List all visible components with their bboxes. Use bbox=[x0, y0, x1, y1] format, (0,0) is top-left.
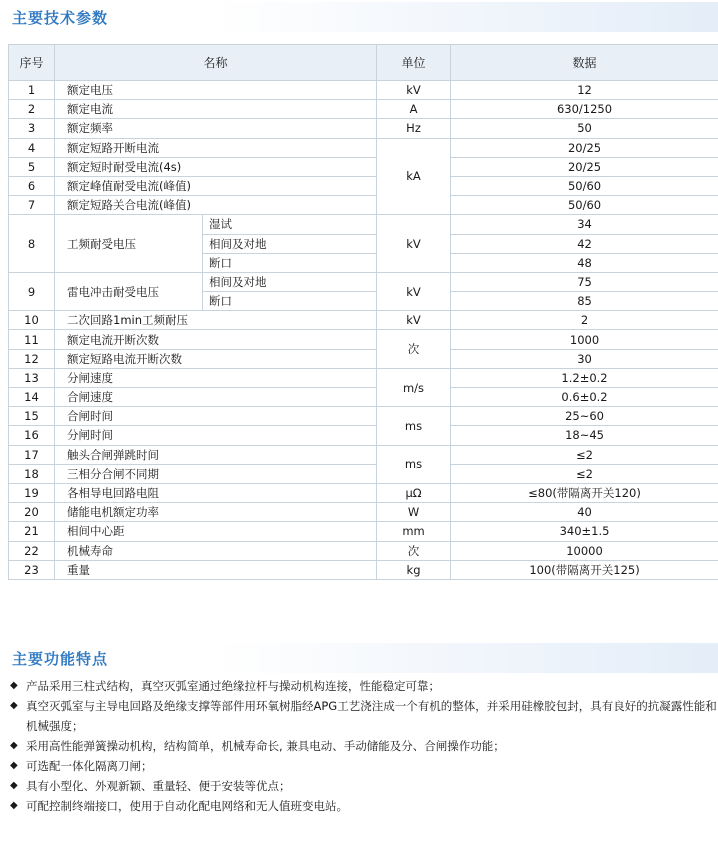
cell-no: 9 bbox=[9, 272, 55, 310]
table-row bbox=[9, 119, 718, 138]
cell-unit: kV bbox=[377, 311, 451, 330]
table-row bbox=[9, 426, 718, 445]
cell-unit: 次 bbox=[377, 330, 451, 368]
cell-no: 7 bbox=[9, 196, 55, 215]
table-row bbox=[9, 522, 718, 541]
cell-name: 重量 bbox=[55, 560, 377, 579]
table-row bbox=[9, 157, 718, 176]
cell-name: 额定短路电流开断次数 bbox=[55, 349, 377, 368]
cell-value: 50 bbox=[451, 119, 718, 138]
cell-value: 20/25 bbox=[451, 138, 718, 157]
cell-value: 30 bbox=[451, 349, 718, 368]
cell-value: 50/60 bbox=[451, 196, 718, 215]
cell-unit: kV bbox=[377, 215, 451, 273]
cell-value: 0.6±0.2 bbox=[451, 388, 718, 407]
cell-no: 20 bbox=[9, 503, 55, 522]
cell-unit: Hz bbox=[377, 119, 451, 138]
cell-no: 23 bbox=[9, 560, 55, 579]
cell-name: 二次回路1min工频耐压 bbox=[55, 311, 377, 330]
cell-unit: μΩ bbox=[377, 483, 451, 502]
table-row bbox=[9, 560, 718, 579]
diamond-bullet-icon: ◆ bbox=[10, 780, 18, 791]
cell-name: 额定电流开断次数 bbox=[55, 330, 377, 349]
cell-no: 22 bbox=[9, 541, 55, 560]
cell-name: 合闸时间 bbox=[55, 407, 377, 426]
table-row bbox=[9, 100, 718, 119]
cell-value: 42 bbox=[451, 234, 718, 253]
header-unit: 单位 bbox=[377, 45, 451, 81]
cell-value: 12 bbox=[451, 81, 718, 100]
diamond-bullet-icon: ◆ bbox=[10, 680, 18, 691]
cell-name: 分闸时间 bbox=[55, 426, 377, 445]
diamond-bullet-icon: ◆ bbox=[10, 740, 18, 751]
table-row bbox=[9, 272, 718, 291]
cell-value: 10000 bbox=[451, 541, 718, 560]
table-row bbox=[9, 483, 718, 502]
cell-unit: kV bbox=[377, 272, 451, 310]
cell-value: 1000 bbox=[451, 330, 718, 349]
cell-no: 11 bbox=[9, 330, 55, 349]
cell-name: 储能电机额定功率 bbox=[55, 503, 377, 522]
section-title-features: 主要功能特点 bbox=[12, 650, 109, 668]
cell-no: 6 bbox=[9, 176, 55, 195]
list-item bbox=[10, 756, 718, 776]
diamond-bullet-icon: ◆ bbox=[10, 700, 18, 711]
cell-no: 21 bbox=[9, 522, 55, 541]
cell-value: 630/1250 bbox=[451, 100, 718, 119]
cell-value: ≤2 bbox=[451, 445, 718, 464]
list-item bbox=[10, 676, 718, 696]
cell-unit: ms bbox=[377, 445, 451, 483]
cell-no: 10 bbox=[9, 311, 55, 330]
cell-no: 5 bbox=[9, 157, 55, 176]
cell-name: 额定短时耐受电流(4s) bbox=[55, 157, 377, 176]
cell-unit: kg bbox=[377, 560, 451, 579]
table-row bbox=[9, 407, 718, 426]
cell-no: 12 bbox=[9, 349, 55, 368]
table-row bbox=[9, 445, 718, 464]
cell-unit: ms bbox=[377, 407, 451, 445]
cell-unit: kV bbox=[377, 81, 451, 100]
cell-name: 相间中心距 bbox=[55, 522, 377, 541]
cell-name: 各相导电回路电阻 bbox=[55, 483, 377, 502]
feature-text: 具有小型化、外观新颖、重量轻、便于安装等优点； bbox=[26, 779, 291, 793]
section-header-features bbox=[0, 643, 718, 673]
feature-text: 真空灭弧室与主导电回路及绝缘支撑等部件用环氧树脂经APG工艺浇注成一个有机的整体，并采用硅橡胶包封，具有良好的抗凝露性能和机械强度； bbox=[26, 699, 717, 733]
list-item bbox=[10, 696, 718, 736]
list-item bbox=[10, 736, 718, 756]
table-row bbox=[9, 215, 718, 234]
cell-no: 15 bbox=[9, 407, 55, 426]
table-row bbox=[9, 349, 718, 368]
diamond-bullet-icon: ◆ bbox=[10, 760, 18, 771]
cell-no: 13 bbox=[9, 368, 55, 387]
cell-name: 额定短路开断电流 bbox=[55, 138, 377, 157]
cell-name: 机械寿命 bbox=[55, 541, 377, 560]
cell-value: 100(带隔离开关125) bbox=[451, 560, 718, 579]
cell-unit: 次 bbox=[377, 541, 451, 560]
cell-no: 18 bbox=[9, 464, 55, 483]
cell-name: 分闸速度 bbox=[55, 368, 377, 387]
section-header-specs bbox=[0, 2, 718, 32]
cell-no: 3 bbox=[9, 119, 55, 138]
cell-name: 触头合闸弹跳时间 bbox=[55, 445, 377, 464]
cell-value: 340±1.5 bbox=[451, 522, 718, 541]
cell-value: 85 bbox=[451, 292, 718, 311]
cell-no: 1 bbox=[9, 81, 55, 100]
cell-value: ≤80(带隔离开关120) bbox=[451, 483, 718, 502]
cell-name: 三相分合闸不同期 bbox=[55, 464, 377, 483]
cell-name: 额定电流 bbox=[55, 100, 377, 119]
cell-name: 额定频率 bbox=[55, 119, 377, 138]
list-item bbox=[10, 796, 718, 816]
cell-no: 2 bbox=[9, 100, 55, 119]
table-header-row bbox=[9, 45, 718, 81]
cell-no: 8 bbox=[9, 215, 55, 273]
cell-name: 额定电压 bbox=[55, 81, 377, 100]
cell-subname: 相间及对地 bbox=[203, 234, 377, 253]
cell-name: 合闸速度 bbox=[55, 388, 377, 407]
feature-text: 可选配一体化隔离刀闸； bbox=[26, 759, 153, 773]
cell-unit: mm bbox=[377, 522, 451, 541]
table-row bbox=[9, 464, 718, 483]
cell-value: 18~45 bbox=[451, 426, 718, 445]
table-row bbox=[9, 196, 718, 215]
table-row bbox=[9, 368, 718, 387]
table-row bbox=[9, 311, 718, 330]
cell-value: ≤2 bbox=[451, 464, 718, 483]
cell-no: 19 bbox=[9, 483, 55, 502]
cell-value: 40 bbox=[451, 503, 718, 522]
feature-text: 采用高性能弹簧操动机构，结构简单，机械寿命长, 兼具电动、手动储能及分、合闸操作功能； bbox=[26, 739, 505, 753]
cell-value: 1.2±0.2 bbox=[451, 368, 718, 387]
cell-no: 17 bbox=[9, 445, 55, 464]
list-item bbox=[10, 776, 718, 796]
table-row bbox=[9, 138, 718, 157]
table-row bbox=[9, 541, 718, 560]
cell-name: 工频耐受电压 bbox=[55, 215, 203, 273]
cell-subname: 断口 bbox=[203, 253, 377, 272]
table-row bbox=[9, 503, 718, 522]
feature-list bbox=[10, 676, 718, 816]
cell-name: 雷电冲击耐受电压 bbox=[55, 272, 203, 310]
cell-name: 额定峰值耐受电流(峰值) bbox=[55, 176, 377, 195]
cell-no: 16 bbox=[9, 426, 55, 445]
cell-value: 75 bbox=[451, 272, 718, 291]
cell-value: 20/25 bbox=[451, 157, 718, 176]
cell-value: 48 bbox=[451, 253, 718, 272]
cell-name: 额定短路关合电流(峰值) bbox=[55, 196, 377, 215]
cell-no: 4 bbox=[9, 138, 55, 157]
header-no: 序号 bbox=[9, 45, 55, 81]
table-row bbox=[9, 176, 718, 195]
table-row bbox=[9, 388, 718, 407]
cell-subname: 湿试 bbox=[203, 215, 377, 234]
table-row bbox=[9, 81, 718, 100]
feature-text: 产品采用三柱式结构，真空灭弧室通过绝缘拉杆与操动机构连接，性能稳定可靠； bbox=[26, 679, 440, 693]
cell-value: 50/60 bbox=[451, 176, 718, 195]
cell-value: 34 bbox=[451, 215, 718, 234]
cell-unit: m/s bbox=[377, 368, 451, 406]
cell-value: 2 bbox=[451, 311, 718, 330]
cell-no: 14 bbox=[9, 388, 55, 407]
cell-unit: W bbox=[377, 503, 451, 522]
section-title-specs: 主要技术参数 bbox=[12, 9, 109, 27]
cell-value: 25~60 bbox=[451, 407, 718, 426]
header-data: 数据 bbox=[451, 45, 718, 81]
header-name: 名称 bbox=[55, 45, 377, 81]
diamond-bullet-icon: ◆ bbox=[10, 800, 18, 811]
cell-unit: kA bbox=[377, 138, 451, 215]
feature-text: 可配控制终端接口，使用于自动化配电网络和无人值班变电站。 bbox=[26, 799, 348, 813]
cell-unit: A bbox=[377, 100, 451, 119]
cell-subname: 断口 bbox=[203, 292, 377, 311]
table-row bbox=[9, 330, 718, 349]
cell-subname: 相间及对地 bbox=[203, 272, 377, 291]
spec-table bbox=[8, 44, 718, 580]
